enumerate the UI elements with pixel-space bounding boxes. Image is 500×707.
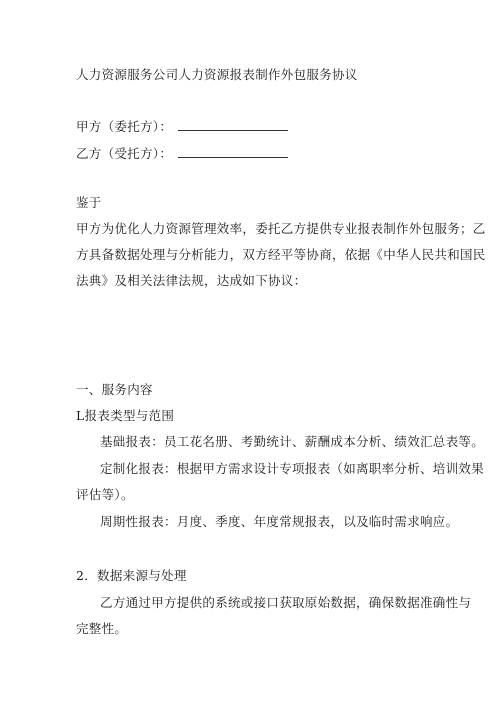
party-a-row	[76, 119, 288, 135]
party-b-label: 乙方（受托方）：	[76, 146, 173, 161]
item-custom-reports: 定制化报表：根据甲方需求设计专项报表（如离职率分析、培训效果	[100, 461, 485, 476]
item-basic-reports: 基础报表：员工花名册、考勤统计、薪酬成本分析、绩效汇总表等。	[100, 434, 485, 449]
document-title: 人力资源服务公司人力资源报表制作外包服务协议	[76, 67, 358, 82]
party-a-label: 甲方（委托方）：	[76, 119, 173, 134]
preamble-heading: 鉴于	[76, 195, 102, 210]
item-custom-reports-cont: 评估等）。	[76, 487, 134, 502]
subsection-2-heading: 2．数据来源与处理	[76, 568, 187, 583]
data-source-line-cont: 完整性。	[76, 621, 128, 636]
section-1-heading: 一、服务内容	[76, 382, 153, 397]
subsection-1-heading: L报表类型与范围	[76, 408, 175, 423]
party-a-blank	[178, 120, 288, 131]
preamble-line: 甲方为优化人力资源管理效率，委托乙方提供专业报表制作外包服务；乙	[76, 221, 486, 236]
preamble-line: 法典》及相关法律法规，达成如下协议：	[76, 273, 307, 288]
party-b-blank	[178, 147, 288, 158]
item-periodic-reports: 周期性报表：月度、季度、年度常规报表，以及临时需求响应。	[100, 514, 459, 529]
data-source-line: 乙方通过甲方提供的系统或接口获取原始数据，确保数据准确性与	[100, 595, 472, 610]
party-b-row	[76, 146, 288, 162]
preamble-line: 方具备数据处理与分析能力，双方经平等协商，依据《中华人民共和国民	[76, 247, 486, 262]
